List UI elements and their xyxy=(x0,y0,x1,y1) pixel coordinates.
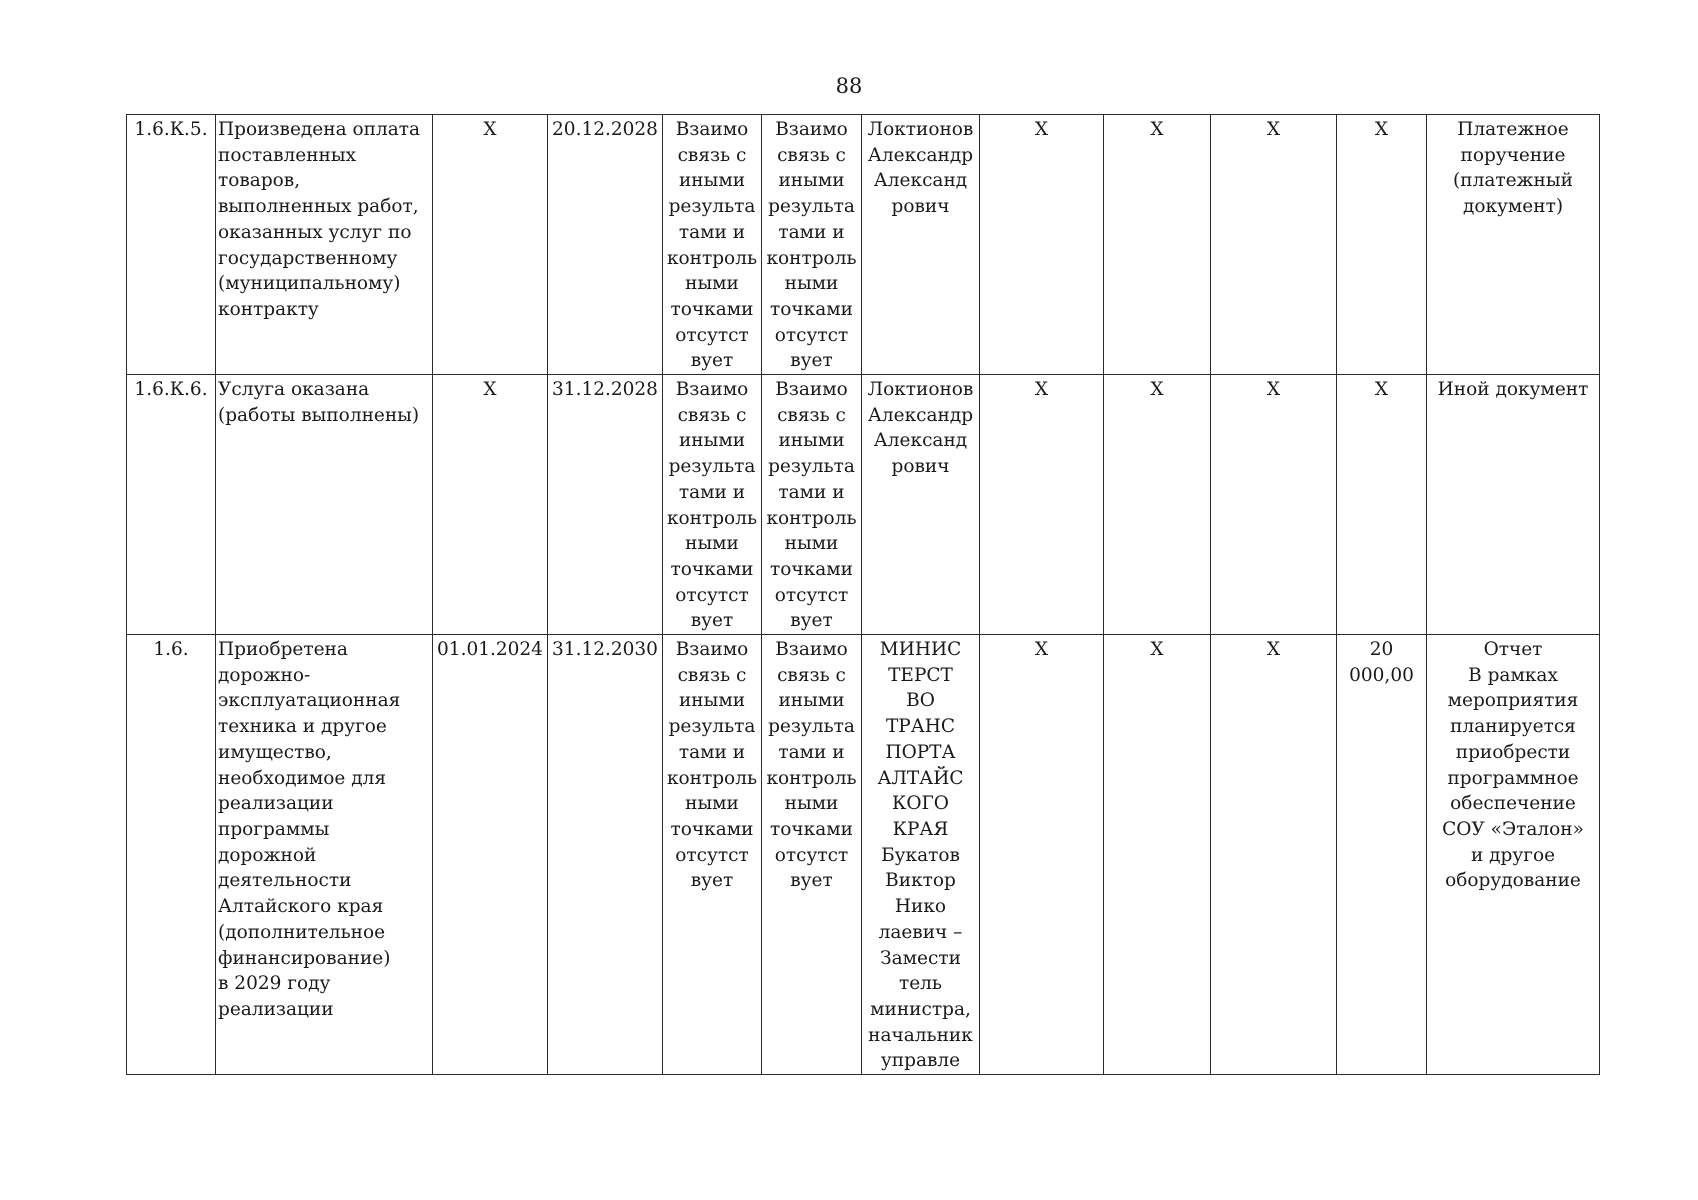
row-col-10: X xyxy=(1211,635,1337,1075)
row-link-previous: Взаимо связь с иными результа тами и контроль ными точками отсутст вует xyxy=(663,635,762,1075)
row-responsible: Локтионов Александр Александ рович xyxy=(862,375,980,635)
row-col-11: 20 000,00 xyxy=(1337,635,1427,1075)
row-code: 1.6.К.6. xyxy=(127,375,216,635)
row-col-10: X xyxy=(1211,115,1337,375)
row-name: Произведена оплата поставленных товаров, выполненных работ, оказанных услуг по государственному (муниципальному) контракту xyxy=(216,115,433,375)
page-number: 88 xyxy=(835,74,863,98)
row-col-9: X xyxy=(1104,635,1211,1075)
row-responsible: Локтионов Александр Александ рович xyxy=(862,115,980,375)
table-row xyxy=(127,115,1600,375)
row-end-date: 31.12.2030 xyxy=(548,635,663,1075)
row-col-11: X xyxy=(1337,375,1427,635)
row-end-date: 20.12.2028 xyxy=(548,115,663,375)
control-points-table xyxy=(126,114,1600,1075)
row-start-date: X xyxy=(433,375,548,635)
row-code: 1.6.К.5. xyxy=(127,115,216,375)
row-code: 1.6. xyxy=(127,635,216,1075)
row-col-9: X xyxy=(1104,115,1211,375)
row-end-date: 31.12.2028 xyxy=(548,375,663,635)
row-col-8: X xyxy=(980,635,1104,1075)
row-link-next: Взаимо связь с иными результа тами и контроль ными точками отсутст вует xyxy=(762,375,862,635)
row-name: Приобретена дорожно- эксплуатационная техника и другое имущество, необходимое для реализации программы дорожной деятельности Алтайского края (дополнительное финансирование) в 2029 году реализации xyxy=(216,635,433,1075)
row-start-date: 01.01.2024 xyxy=(433,635,548,1075)
row-col-8: X xyxy=(980,115,1104,375)
row-name: Услуга оказана (работы выполнены) xyxy=(216,375,433,635)
table-row xyxy=(127,375,1600,635)
row-start-date: X xyxy=(433,115,548,375)
row-document: Отчет В рамках мероприятия планируется приобрести программное обеспечение СОУ «Эталон» и другое оборудование xyxy=(1427,635,1600,1075)
table-row xyxy=(127,635,1600,1075)
row-document: Иной документ xyxy=(1427,375,1600,635)
row-col-10: X xyxy=(1211,375,1337,635)
row-col-11: X xyxy=(1337,115,1427,375)
row-col-8: X xyxy=(980,375,1104,635)
row-link-previous: Взаимо связь с иными результа тами и контроль ными точками отсутст вует xyxy=(663,375,762,635)
row-responsible: МИНИС ТЕРСТ ВО ТРАНС ПОРТА АЛТАЙС КОГО КРАЯ Букатов Виктор Нико лаевич – Замести тель министра, начальник управле xyxy=(862,635,980,1075)
row-link-next: Взаимо связь с иными результа тами и контроль ными точками отсутст вует xyxy=(762,635,862,1075)
row-document: Платежное поручение (платежный документ) xyxy=(1427,115,1600,375)
row-link-previous: Взаимо связь с иными результа тами и контроль ными точками отсутст вует xyxy=(663,115,762,375)
row-link-next: Взаимо связь с иными результа тами и контроль ными точками отсутст вует xyxy=(762,115,862,375)
row-col-9: X xyxy=(1104,375,1211,635)
